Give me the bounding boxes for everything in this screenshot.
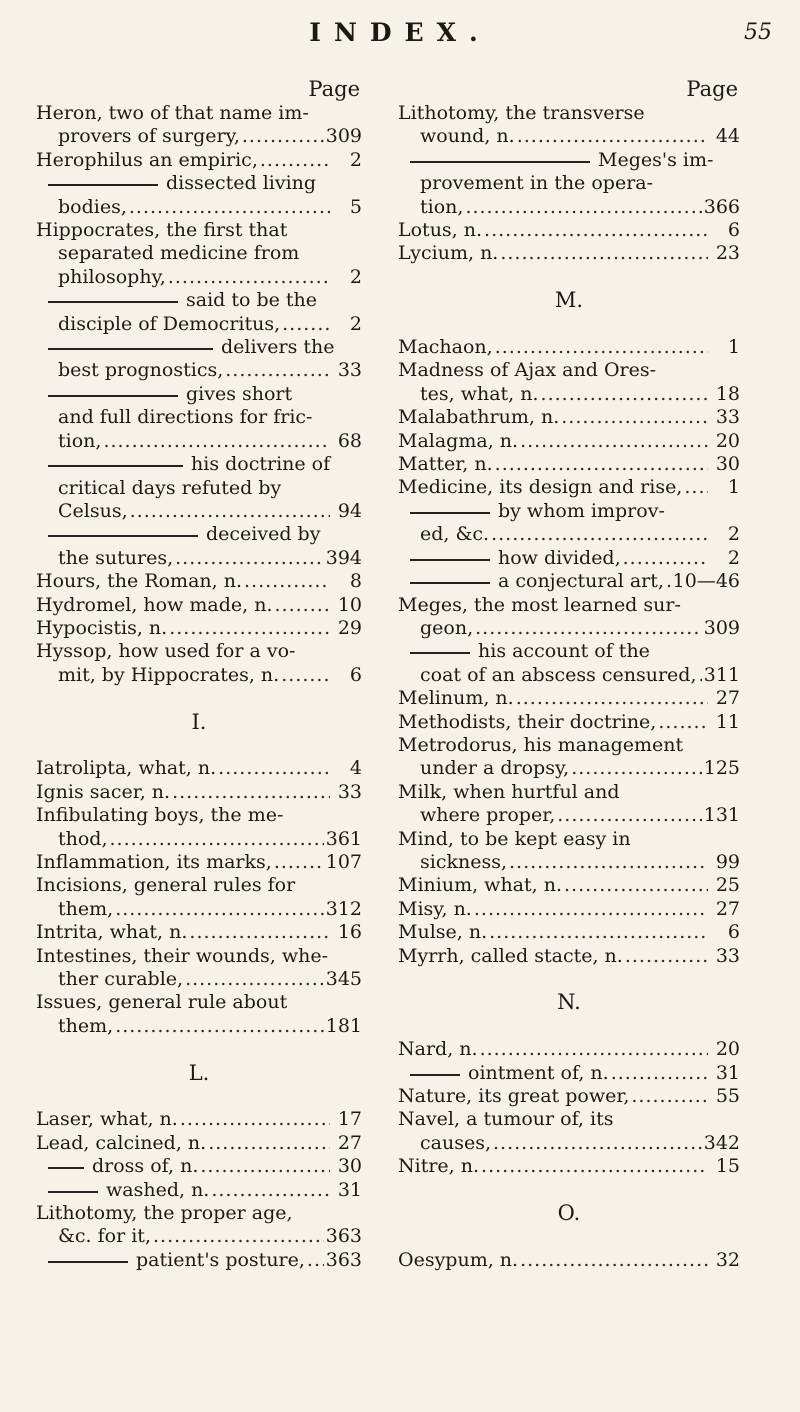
index-entry bbox=[36, 570, 362, 593]
entry-text: Lead, calcined, n. bbox=[36, 1131, 207, 1154]
index-subentry bbox=[398, 149, 740, 219]
entry-text: Laser, what, n. bbox=[36, 1108, 178, 1131]
page-reference: 4 bbox=[349, 757, 362, 780]
page-reference: 1 bbox=[727, 476, 740, 499]
page-reference: 361 bbox=[325, 827, 362, 850]
page-reference: 31 bbox=[715, 1061, 740, 1084]
leader-dots bbox=[275, 594, 331, 617]
leader-dots bbox=[495, 336, 708, 359]
entry-text: Nard, n. bbox=[398, 1038, 478, 1061]
ditto-rule bbox=[410, 582, 490, 584]
page-reference: 44 bbox=[715, 125, 740, 148]
entry-text: Matter, n. bbox=[398, 453, 493, 476]
leader-dots bbox=[307, 1249, 324, 1272]
entry-text: said to be the bbox=[186, 289, 318, 312]
leader-dots bbox=[282, 313, 330, 336]
page-reference: 20 bbox=[715, 429, 740, 452]
entry-text: &c. for it, bbox=[58, 1225, 151, 1248]
page-reference: 131 bbox=[703, 804, 740, 827]
leader-dots bbox=[500, 242, 708, 265]
index-entry bbox=[398, 219, 740, 242]
entry-text: Mind, to be kept easy in bbox=[398, 827, 631, 850]
leader-dots bbox=[623, 547, 708, 570]
index-subentry bbox=[36, 383, 362, 453]
ditto-rule bbox=[48, 184, 158, 186]
index-entry bbox=[36, 1132, 362, 1155]
page-reference: 1 bbox=[727, 336, 740, 359]
page-reference: 30 bbox=[337, 1155, 362, 1178]
leader-dots bbox=[225, 359, 330, 382]
page-reference: 5 bbox=[349, 195, 362, 218]
entry-text: Hydromel, how made, n. bbox=[36, 593, 273, 616]
page-reference: 107 bbox=[325, 850, 362, 873]
index-subentry bbox=[36, 289, 362, 336]
index-entry bbox=[36, 991, 362, 1038]
page-reference: 309 bbox=[325, 125, 362, 148]
index-entry bbox=[36, 149, 362, 172]
entry-text: them, bbox=[58, 897, 114, 920]
leader-dots bbox=[658, 711, 708, 734]
page-reference: 345 bbox=[325, 968, 362, 990]
page-reference: 342 bbox=[703, 1131, 740, 1154]
index-entry bbox=[398, 781, 740, 828]
leader-dots bbox=[180, 1108, 330, 1131]
entry-text: Meges, the most learned sur- bbox=[398, 593, 681, 616]
index-entry bbox=[36, 781, 362, 804]
index-subentry bbox=[398, 570, 740, 593]
index-entry bbox=[36, 594, 362, 617]
index-entry bbox=[398, 430, 740, 453]
index-entry bbox=[398, 1249, 740, 1272]
running-head bbox=[0, 14, 800, 54]
leader-dots bbox=[509, 851, 708, 874]
entry-text: how divided, bbox=[498, 546, 621, 569]
entry-text: a conjectural art, bbox=[498, 570, 664, 593]
page-reference: 363 bbox=[325, 1225, 362, 1248]
index-entry bbox=[398, 1038, 740, 1061]
entry-text: Oesypum, n. bbox=[398, 1248, 519, 1271]
page-reference: 99 bbox=[715, 850, 740, 873]
index-title: INDEX. bbox=[309, 18, 491, 47]
leader-dots bbox=[666, 570, 671, 593]
index-subentry bbox=[36, 1249, 362, 1272]
page-reference: 30 bbox=[715, 453, 740, 476]
leader-dots bbox=[465, 196, 701, 219]
page-column-heading: Page bbox=[686, 77, 738, 101]
entry-text: ed, &c. bbox=[420, 523, 490, 546]
entry-text: tion, bbox=[420, 195, 464, 218]
page-reference: 2 bbox=[727, 523, 740, 546]
page-reference: 23 bbox=[715, 242, 740, 265]
index-entry bbox=[398, 874, 740, 897]
index-entry bbox=[398, 734, 740, 781]
index-column-left bbox=[36, 76, 362, 1272]
ditto-rule bbox=[48, 1261, 128, 1263]
leader-dots bbox=[129, 196, 330, 219]
page-reference: 2 bbox=[349, 265, 362, 288]
entry-text: Lithotomy, the proper age, bbox=[36, 1202, 293, 1225]
page-reference: 33 bbox=[337, 359, 362, 382]
index-entry bbox=[398, 921, 740, 944]
entry-text: Medicine, its design and rise, bbox=[398, 476, 683, 499]
index-subentry bbox=[398, 547, 740, 570]
index-entry bbox=[398, 594, 740, 641]
index-subentry bbox=[36, 336, 362, 383]
page-reference: 10 bbox=[337, 593, 362, 616]
entry-text: Madness of Ajax and Ores- bbox=[398, 359, 657, 382]
page-reference: 68 bbox=[337, 429, 362, 452]
entry-text: Myrrh, called stacte, n. bbox=[398, 944, 623, 967]
entry-text: Intrita, what, n. bbox=[36, 921, 188, 944]
entry-text: Malagma, n. bbox=[398, 429, 519, 452]
index-entry bbox=[36, 640, 362, 687]
entry-text: bodies, bbox=[58, 195, 127, 218]
page-reference: 2 bbox=[727, 546, 740, 569]
leader-dots bbox=[474, 898, 708, 921]
page-reference: 17 bbox=[337, 1108, 362, 1131]
page-reference: 363 bbox=[325, 1248, 362, 1271]
index-entry bbox=[398, 1085, 740, 1108]
entry-text: dross of, n. bbox=[92, 1155, 199, 1178]
leader-dots bbox=[520, 1249, 708, 1272]
index-column-right bbox=[398, 76, 740, 1272]
index-entry bbox=[36, 851, 362, 874]
entry-text: Hours, the Roman, n. bbox=[36, 570, 242, 593]
entry-text: Hyssop, how used for a vo- bbox=[36, 640, 296, 663]
leader-dots bbox=[168, 266, 330, 289]
entry-text: thod, bbox=[58, 827, 108, 850]
entry-text: them, bbox=[58, 1014, 114, 1037]
entry-text: best prognostics, bbox=[58, 359, 224, 382]
entry-text: washed, n. bbox=[106, 1178, 210, 1201]
entry-text: Lithotomy, the transverse bbox=[398, 102, 645, 124]
leader-dots bbox=[218, 757, 330, 780]
page-reference: 33 bbox=[715, 406, 740, 429]
leader-dots bbox=[517, 125, 708, 148]
index-entry bbox=[398, 406, 740, 429]
index-entry bbox=[398, 945, 740, 968]
index-entry bbox=[398, 453, 740, 476]
leader-dots bbox=[625, 945, 708, 968]
page-reference: 16 bbox=[337, 921, 362, 944]
section-letter: I. bbox=[191, 709, 207, 734]
page-reference: 55 bbox=[715, 1085, 740, 1107]
entry-text: Milk, when hurtful and bbox=[398, 780, 620, 803]
leader-dots bbox=[103, 430, 330, 453]
leader-dots bbox=[557, 804, 701, 827]
entry-text: Malabathrum, n. bbox=[398, 406, 560, 429]
leader-dots bbox=[480, 1038, 708, 1061]
page-reference: 366 bbox=[703, 195, 740, 218]
index-entry bbox=[36, 1108, 362, 1131]
entry-text: Mulse, n. bbox=[398, 921, 488, 944]
page-reference: 394 bbox=[325, 546, 362, 569]
ditto-rule bbox=[410, 512, 490, 514]
entry-text: coat of an abscess censured, bbox=[420, 663, 697, 686]
page-reference: 31 bbox=[337, 1178, 362, 1201]
entry-text: deceived by bbox=[206, 523, 321, 546]
leader-dots bbox=[699, 664, 702, 687]
entry-text: Herophilus an empiric, bbox=[36, 148, 258, 171]
entry-text: Issues, general rule about bbox=[36, 991, 288, 1014]
entry-text: ther curable, bbox=[58, 968, 184, 990]
ditto-rule bbox=[48, 1191, 98, 1193]
entry-text: and full directions for fric- bbox=[58, 406, 313, 429]
ditto-rule bbox=[48, 395, 178, 397]
entry-text: philosophy, bbox=[58, 265, 166, 288]
leader-dots bbox=[211, 1179, 330, 1202]
leader-dots bbox=[169, 617, 330, 640]
entry-text: Methodists, their doctrine, bbox=[398, 710, 657, 733]
entry-text: wound, n. bbox=[420, 125, 515, 148]
entry-text: Heron, two of that name im- bbox=[36, 102, 309, 124]
entry-text: the sutures, bbox=[58, 546, 174, 569]
entry-text: tes, what, n. bbox=[420, 382, 539, 405]
index-entry bbox=[398, 687, 740, 710]
entry-text: his doctrine of bbox=[191, 453, 331, 476]
entry-text: Nature, its great power, bbox=[398, 1085, 630, 1107]
index-subentry bbox=[36, 172, 362, 219]
section-letter: M. bbox=[554, 288, 584, 313]
leader-dots bbox=[274, 851, 324, 874]
entry-text: patient's posture, bbox=[136, 1248, 305, 1271]
entry-text: Lotus, n. bbox=[398, 219, 483, 242]
entry-text: delivers the bbox=[221, 336, 335, 359]
index-entry bbox=[398, 898, 740, 921]
page-reference: 2 bbox=[349, 148, 362, 171]
page-reference: 8 bbox=[349, 570, 362, 593]
entry-text: gives short bbox=[186, 382, 293, 405]
entry-text: tion, bbox=[58, 429, 102, 452]
leader-dots bbox=[244, 570, 330, 593]
index-entry bbox=[398, 336, 740, 359]
index-entry bbox=[36, 219, 362, 289]
entry-text: Meges's im- bbox=[598, 148, 714, 171]
leader-dots bbox=[611, 1062, 708, 1085]
entry-text: Celsus, bbox=[58, 499, 128, 522]
entry-text: by whom improv- bbox=[498, 499, 665, 522]
entry-text: causes, bbox=[420, 1131, 491, 1154]
index-entry bbox=[398, 359, 740, 406]
leader-dots bbox=[110, 828, 324, 851]
leader-dots bbox=[200, 1155, 330, 1178]
leader-dots bbox=[115, 898, 324, 921]
entry-text: where proper, bbox=[420, 804, 556, 827]
leader-dots bbox=[242, 125, 324, 148]
leader-dots bbox=[493, 1132, 702, 1155]
entry-text: Lycium, n. bbox=[398, 242, 499, 265]
page-reference: 33 bbox=[715, 944, 740, 967]
leader-dots bbox=[631, 1085, 708, 1108]
leader-dots bbox=[130, 500, 330, 523]
index-entry bbox=[398, 711, 740, 734]
index-entry bbox=[398, 476, 740, 499]
ditto-rule bbox=[48, 1167, 84, 1169]
ditto-rule bbox=[48, 535, 198, 537]
entry-text: provement in the opera- bbox=[420, 172, 654, 195]
leader-dots bbox=[564, 874, 708, 897]
entry-text: Misy, n. bbox=[398, 897, 472, 920]
leader-dots bbox=[541, 383, 708, 406]
ditto-rule bbox=[48, 301, 178, 303]
page-reference: 15 bbox=[715, 1155, 740, 1178]
leader-dots bbox=[115, 1015, 324, 1038]
leader-dots bbox=[684, 476, 708, 499]
page-reference: 6 bbox=[727, 921, 740, 944]
page-reference: 20 bbox=[715, 1038, 740, 1061]
index-entry bbox=[36, 102, 362, 149]
entry-text: critical days refuted by bbox=[58, 476, 282, 499]
leader-dots bbox=[484, 219, 708, 242]
page-reference: 33 bbox=[337, 780, 362, 803]
page-reference: 27 bbox=[337, 1131, 362, 1154]
section-letter: O. bbox=[557, 1201, 581, 1226]
index-subentry bbox=[36, 1179, 362, 1202]
leader-dots bbox=[489, 921, 708, 944]
page-reference: 311 bbox=[703, 663, 740, 686]
leader-dots bbox=[516, 687, 708, 710]
entry-text: Machaon, bbox=[398, 336, 493, 359]
index-subentry bbox=[36, 453, 362, 523]
section-letter: L. bbox=[188, 1060, 210, 1085]
page-reference: 27 bbox=[715, 687, 740, 710]
page-reference: 25 bbox=[715, 874, 740, 897]
entry-text: his account of the bbox=[478, 640, 650, 663]
leader-dots bbox=[175, 547, 324, 570]
ditto-rule bbox=[410, 559, 490, 561]
entry-text: Infibulating boys, the me- bbox=[36, 804, 284, 827]
entry-text: Iatrolipta, what, n. bbox=[36, 757, 217, 780]
page-reference: 29 bbox=[337, 616, 362, 639]
leader-dots bbox=[172, 781, 330, 804]
entry-text: mit, by Hippocrates, n. bbox=[58, 663, 280, 686]
leader-dots bbox=[495, 453, 708, 476]
index-subentry bbox=[398, 1062, 740, 1085]
index-entry bbox=[36, 921, 362, 944]
page-reference: 125 bbox=[703, 757, 740, 780]
index-entry bbox=[398, 102, 740, 149]
page-reference: 6 bbox=[727, 219, 740, 242]
leader-dots bbox=[208, 1132, 330, 1155]
entry-text: Intestines, their wounds, whe- bbox=[36, 944, 329, 967]
page-reference: 18 bbox=[715, 382, 740, 405]
entry-text: sickness, bbox=[420, 850, 508, 873]
leader-dots bbox=[481, 1155, 708, 1178]
leader-dots bbox=[561, 406, 708, 429]
page-reference: 27 bbox=[715, 897, 740, 920]
page-reference: 2 bbox=[349, 312, 362, 335]
index-subentry bbox=[36, 1155, 362, 1178]
entry-text: Ignis sacer, n. bbox=[36, 780, 171, 803]
entry-text: provers of surgery, bbox=[58, 125, 240, 148]
index-subentry bbox=[36, 523, 362, 570]
entry-text: under a dropsy, bbox=[420, 757, 570, 780]
index-subentry bbox=[398, 640, 740, 687]
page-column-heading: Page bbox=[308, 77, 360, 101]
page-reference: 94 bbox=[337, 499, 362, 522]
page-reference: 11 bbox=[715, 710, 740, 733]
index-entry bbox=[36, 617, 362, 640]
leader-dots bbox=[153, 1225, 324, 1248]
entry-text: Incisions, general rules for bbox=[36, 874, 296, 897]
leader-dots bbox=[281, 664, 330, 687]
leader-dots bbox=[475, 617, 702, 640]
leader-dots bbox=[491, 523, 708, 546]
page-reference: 6 bbox=[349, 663, 362, 686]
index-entry bbox=[398, 1108, 740, 1155]
entry-text: Minium, what, n. bbox=[398, 874, 562, 897]
index-entry bbox=[398, 242, 740, 265]
entry-text: disciple of Democritus, bbox=[58, 312, 281, 335]
entry-text: Melinum, n. bbox=[398, 687, 514, 710]
entry-text: Inflammation, its marks, bbox=[36, 850, 272, 873]
entry-text: ointment of, n. bbox=[468, 1061, 609, 1084]
page-reference: 312 bbox=[325, 897, 362, 920]
ditto-rule bbox=[48, 465, 183, 467]
index-entry bbox=[398, 828, 740, 875]
leader-dots bbox=[189, 921, 330, 944]
entry-text: dissected living bbox=[166, 172, 317, 195]
index-subentry bbox=[398, 500, 740, 547]
section-letter: N. bbox=[557, 990, 581, 1015]
entry-text: Hippocrates, the first that bbox=[36, 219, 288, 242]
entry-text: Navel, a tumour of, its bbox=[398, 1108, 614, 1131]
ditto-rule bbox=[48, 348, 213, 350]
leader-dots bbox=[520, 430, 708, 453]
index-entry bbox=[36, 874, 362, 921]
entry-text: geon, bbox=[420, 616, 474, 639]
index-entry bbox=[36, 757, 362, 780]
entry-text: Hypocistis, n. bbox=[36, 616, 168, 639]
leader-dots bbox=[260, 149, 330, 172]
page-reference: 309 bbox=[703, 616, 740, 639]
ditto-rule bbox=[410, 161, 590, 163]
entry-text: Nitre, n. bbox=[398, 1155, 480, 1178]
page-number: 55 bbox=[744, 20, 772, 45]
page-reference: 10—46 bbox=[672, 570, 740, 593]
leader-dots bbox=[571, 757, 702, 780]
ditto-rule bbox=[410, 1074, 460, 1076]
ditto-rule bbox=[410, 652, 470, 654]
index-entry bbox=[36, 945, 362, 992]
entry-text: separated medicine from bbox=[58, 242, 300, 265]
index-entry bbox=[398, 1155, 740, 1178]
leader-dots bbox=[185, 968, 324, 991]
index-entry bbox=[36, 804, 362, 851]
page-reference: 32 bbox=[715, 1248, 740, 1271]
page-reference: 181 bbox=[325, 1014, 362, 1037]
index-entry bbox=[36, 1202, 362, 1249]
entry-text: Metrodorus, his management bbox=[398, 733, 684, 756]
